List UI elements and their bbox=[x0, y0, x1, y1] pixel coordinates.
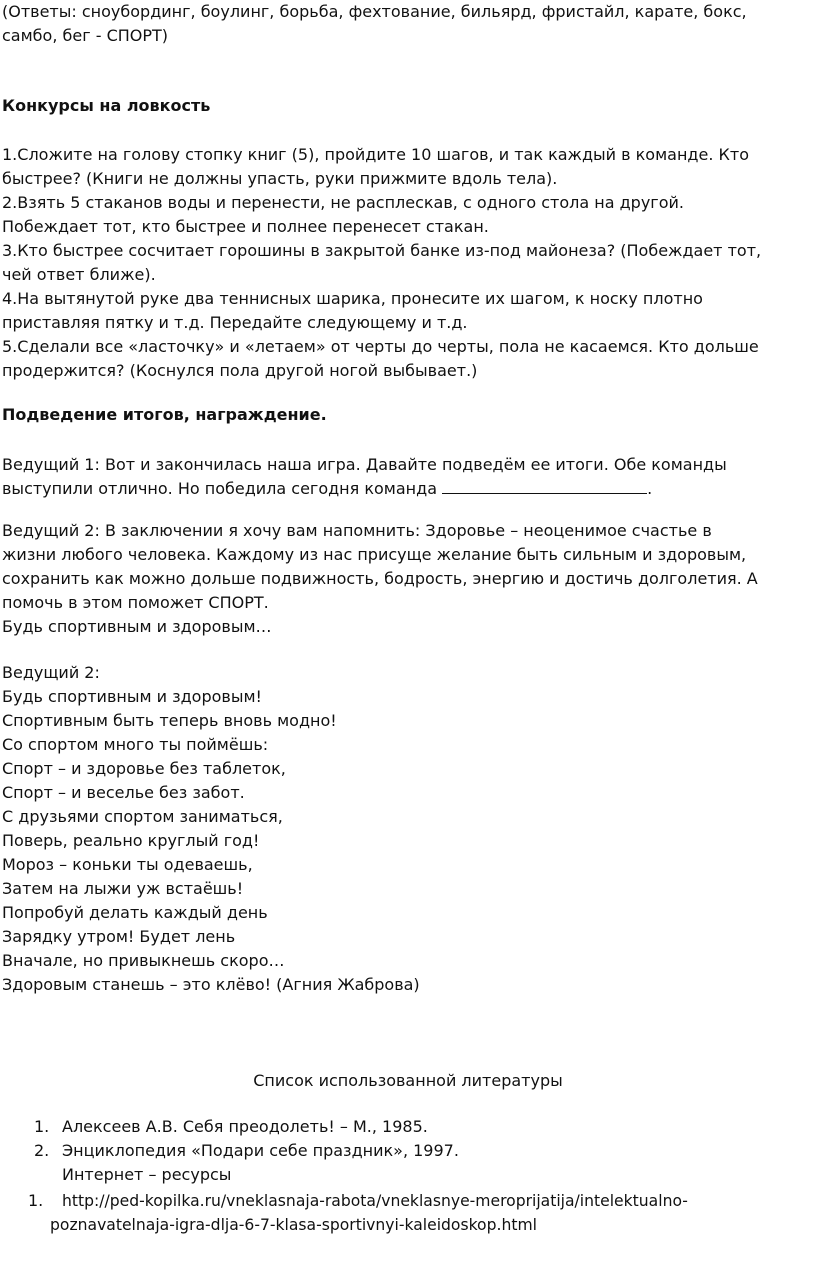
poem-line: Спорт – и веселье без забот. bbox=[2, 783, 245, 802]
host1-line-1: Ведущий 1: Вот и закончилась наша игра. Давайте подведём ее итоги. Обе команды bbox=[2, 455, 727, 474]
answers-line-2: самбо, бег - СПОРТ) bbox=[2, 26, 169, 45]
agility-heading: Конкурсы на ловкость bbox=[2, 96, 211, 115]
answers-line-1: (Ответы: сноубординг, боулинг, борьба, фехтование, бильярд, фристайл, карате, бокс, bbox=[2, 2, 747, 21]
poem-line: Попробуй делать каждый день bbox=[2, 903, 268, 922]
poem-line: Здоровым станешь – это клёво! (Агния Жаброва) bbox=[2, 975, 420, 994]
agility-line: быстрее? (Книги не должны упасть, руки прижмите вдоль тела). bbox=[2, 169, 558, 188]
poem-line: Будь спортивным и здоровым! bbox=[2, 687, 262, 706]
reference-text: Энциклопедия «Подари себе праздник», 1997. bbox=[62, 1141, 459, 1160]
winner-blank-line bbox=[442, 479, 647, 494]
link-number: 1. bbox=[28, 1191, 44, 1210]
poem-line: Вначале, но привыкнешь скоро… bbox=[2, 951, 285, 970]
poem-line: Спорт – и здоровье без таблеток, bbox=[2, 759, 286, 778]
agility-line: 2.Взять 5 стаканов воды и перенести, не расплескав, с одного стола на другой. bbox=[2, 193, 684, 212]
host1-line-2 bbox=[2, 477, 652, 501]
host1-line-2-text: выступили отлично. Но победила сегодня команда bbox=[2, 479, 437, 498]
poem-line: Затем на лыжи уж встаёшь! bbox=[2, 879, 244, 898]
reference-link[interactable]: http://ped-kopilka.ru/vneklasnaja-rabota/vneklasnye-meroprijatija/intelektualno- bbox=[62, 1192, 688, 1210]
agility-line: Побеждает тот, кто быстрее и полнее перенесет стакан. bbox=[2, 217, 489, 236]
host2-line: Ведущий 2: В заключении я хочу вам напомнить: Здоровье – неоценимое счастье в bbox=[2, 521, 712, 540]
reference-text: Алексеев А.В. Себя преодолеть! – М., 1985. bbox=[62, 1117, 428, 1136]
host2-line: жизни любого человека. Каждому из нас присуще желание быть сильным и здоровым, bbox=[2, 545, 747, 564]
agility-line: продержится? (Коснулся пола другой ногой выбывает.) bbox=[2, 361, 478, 380]
host2-line: Будь спортивным и здоровым… bbox=[2, 617, 272, 636]
agility-line: 3.Кто быстрее сосчитает горошины в закрытой банке из-под майонеза? (Побеждает тот, bbox=[2, 241, 762, 260]
agility-line: 4.На вытянутой руке два теннисных шарика, пронесите их шагом, к носку плотно bbox=[2, 289, 703, 308]
summary-heading: Подведение итогов, награждение. bbox=[2, 405, 327, 424]
host2-line: сохранить как можно дольше подвижность, бодрость, энергию и достичь долголетия. А bbox=[2, 569, 758, 588]
host2-line: помочь в этом поможет СПОРТ. bbox=[2, 593, 269, 612]
poem-line: Зарядку утром! Будет лень bbox=[2, 927, 236, 946]
poem-line: С друзьями спортом заниматься, bbox=[2, 807, 283, 826]
agility-line: чей ответ ближе). bbox=[2, 265, 156, 284]
poem-line: Спортивным быть теперь вновь модно! bbox=[2, 711, 337, 730]
host1-line-end: . bbox=[647, 479, 653, 498]
reference-number: 1. bbox=[34, 1117, 50, 1136]
reference-link-continued[interactable]: poznavatelnaja-igra-dlja-6-7-klasa-sportivnyi-kaleidoskop.html bbox=[50, 1216, 537, 1234]
poem-line: Мороз – коньки ты одеваешь, bbox=[2, 855, 253, 874]
agility-line: 1.Сложите на голову стопку книг (5), пройдите 10 шагов, и так каждый в команде. Кто bbox=[2, 145, 749, 164]
poem-speaker: Ведущий 2: bbox=[2, 663, 100, 682]
poem-line: Поверь, реально круглый год! bbox=[2, 831, 260, 850]
internet-resources-label: Интернет – ресурсы bbox=[62, 1165, 232, 1184]
reference-number: 2. bbox=[34, 1141, 50, 1160]
agility-line: приставляя пятку и т.д. Передайте следующему и т.д. bbox=[2, 313, 468, 332]
poem-line: Со спортом много ты поймёшь: bbox=[2, 735, 269, 754]
references-title: Список использованной литературы bbox=[253, 1071, 563, 1090]
agility-line: 5.Сделали все «ласточку» и «летаем» от черты до черты, пола не касаемся. Кто дольше bbox=[2, 337, 759, 356]
